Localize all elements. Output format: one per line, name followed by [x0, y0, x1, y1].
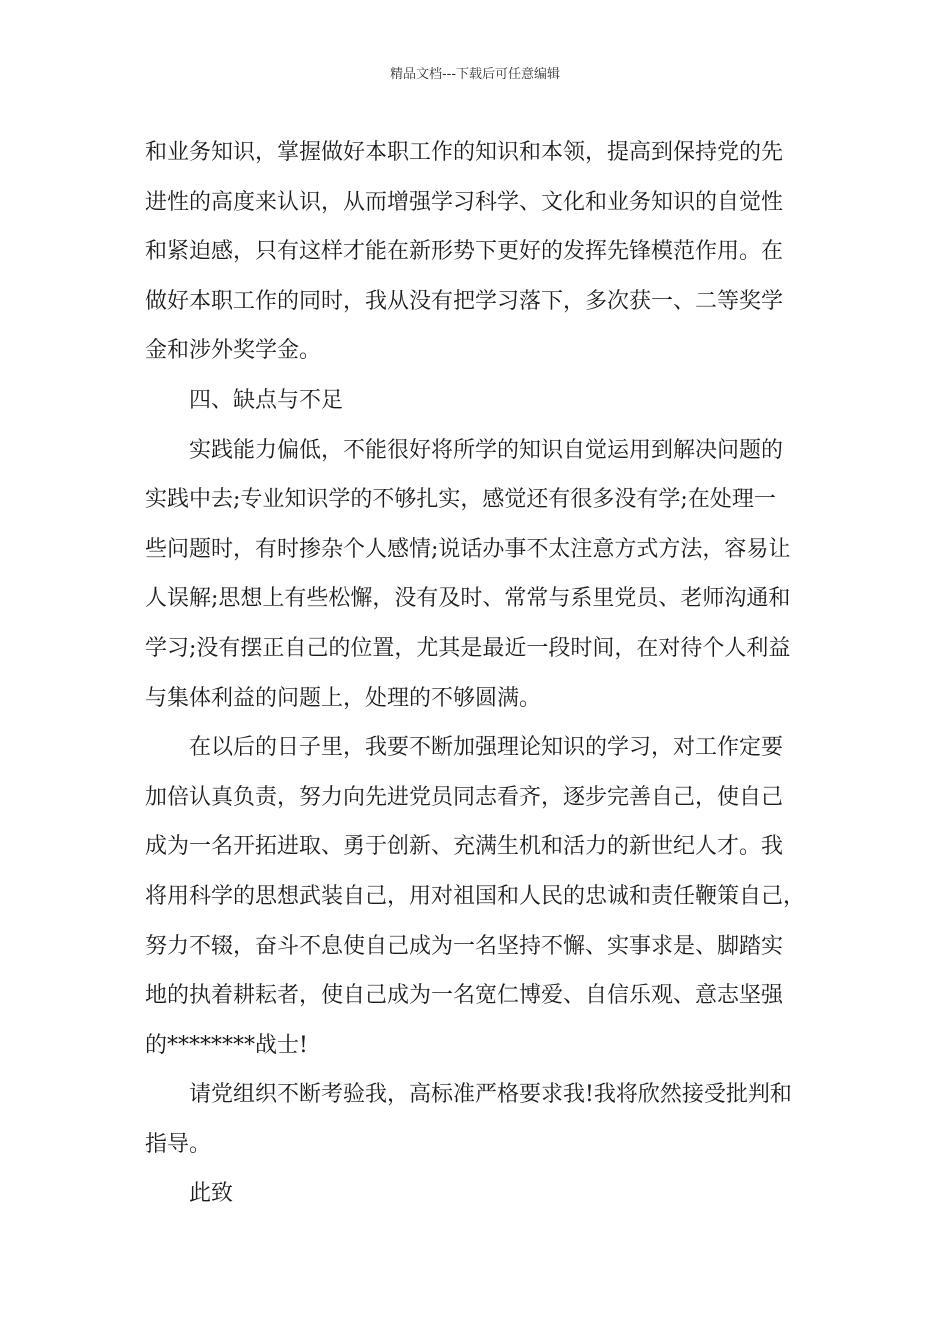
text-line: 努力不辍，奋斗不息使自己成为一名坚持不懈、实事求是、脚踏实	[145, 933, 784, 959]
text-line: 和业务知识，掌握做好本职工作的知识和本领，提高到保持党的先	[145, 140, 784, 165]
text-line: 进性的高度来认识，从而增强学习科学、文化和业务知识的自觉性	[145, 189, 784, 215]
closing-salutation: 此致	[189, 1181, 234, 1207]
text-line: 人误解;思想上有些松懈，没有及时、常常与系里党员、老师沟通和	[145, 586, 791, 612]
text-line: 实践能力偏低，不能很好将所学的知识自觉运用到解决问题的	[189, 437, 784, 463]
document-body	[145, 128, 817, 1219]
text-line: 实践中去;专业知识学的不够扎实，感觉还有很多没有学;在处理一	[145, 487, 776, 513]
page-header: 精品文档---下载后可任意编辑	[389, 67, 561, 82]
text-line: 的********战士!	[145, 1032, 308, 1058]
text-line: 和紧迫感，只有这样才能在新形势下更好的发挥先锋模范作用。在	[145, 239, 784, 265]
text-line: 学习;没有摆正自己的位置，尤其是最近一段时间，在对待个人利益	[145, 635, 791, 661]
text-line: 做好本职工作的同时，我从没有把学习落下，多次获一、二等奖学	[145, 288, 784, 314]
text-line: 成为一名开拓进取、勇于创新、充满生机和活力的新世纪人才。我	[145, 834, 784, 860]
text-line: 加倍认真负责，努力向先进党员同志看齐，逐步完善自己，使自己	[145, 784, 784, 810]
text-line: 与集体利益的问题上，处理的不够圆满。	[145, 685, 542, 711]
text-line: 金和涉外奖学金。	[145, 338, 322, 364]
text-line: 些问题时，有时掺杂个人感情;说话办事不太注意方式方法，容易让	[145, 536, 791, 562]
text-line: 将用科学的思想武装自己，用对祖国和人民的忠诚和责任鞭策自己，	[145, 883, 806, 909]
section-heading: 四、缺点与不足	[189, 387, 344, 413]
text-line: 地的执着耕耘者，使自己成为一名宽仁博爱、自信乐观、意志坚强	[145, 983, 784, 1009]
text-line: 请党组织不断考验我，高标准严格要求我!我将欣然接受批判和	[189, 1082, 792, 1108]
text-line: 在以后的日子里，我要不断加强理论知识的学习，对工作定要	[189, 735, 784, 761]
text-line: 指导。	[145, 1131, 212, 1157]
